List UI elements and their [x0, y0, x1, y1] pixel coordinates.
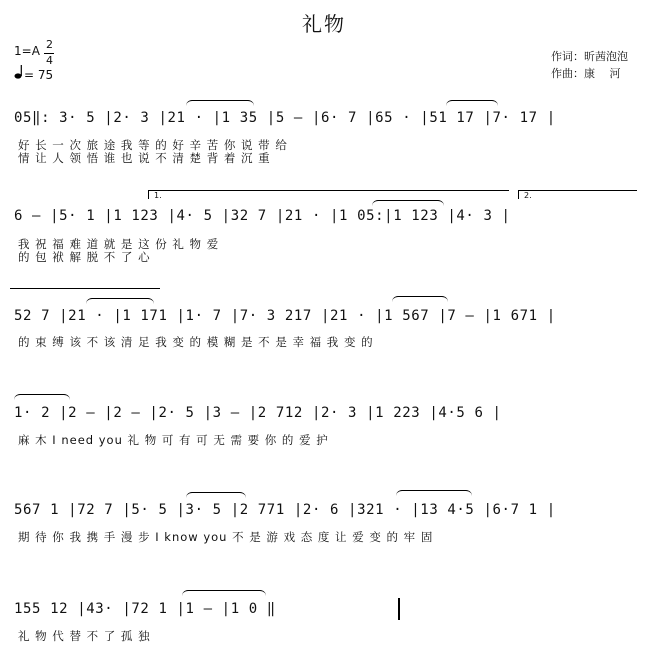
- slur: [186, 492, 246, 499]
- first-ending-bracket-continued: [10, 288, 160, 297]
- slur: [372, 200, 444, 207]
- score-row-3-notes: 52 7 |21 · |1 171 |1· 7 |7· 3 217 |21 · |1 567 |7 — |1 671 |: [14, 308, 556, 324]
- score-row-2-lyrics-verse2: 的 包 袱 解 脱 不 了 心: [18, 250, 151, 264]
- second-ending-label: 2.: [524, 191, 532, 200]
- slur: [392, 296, 448, 303]
- composer-credit: 作曲：康 河: [551, 67, 621, 80]
- score-row-5-lyrics: 期 待 你 我 携 手 漫 步 I know you 不 是 游 戏 态 度 让 爱 变 的 牢 固: [18, 530, 434, 544]
- score-row-2-lyrics-verse1: 我 祝 福 难 道 就 是 这 份 礼 物 爱: [18, 237, 220, 251]
- score-row-2-notes: 6 — |5· 1 |1 123 |4· 5 |32 7 |21 · |1 05:|1 123 |4· 3 |: [14, 208, 511, 224]
- first-ending-bracket: [148, 190, 509, 199]
- slur: [446, 100, 498, 107]
- lyricist-credit: 作词：昕茜泡泡: [551, 50, 628, 63]
- slur: [182, 590, 266, 597]
- key-signature: 1=A: [14, 44, 40, 58]
- score-row-1-lyrics-verse1: 好 长 一 次 旅 途 我 等 的 好 辛 苦 你 说 带 给: [18, 138, 288, 152]
- score-row-1-notes: 05‖: 3· 5 |2· 3 |21 · |1 35 |5 — |6· 7 |65 · |51 17 |7· 17 |: [14, 110, 556, 126]
- tempo-marking: = 75: [24, 68, 54, 82]
- slur: [14, 394, 70, 401]
- final-barline: [398, 598, 400, 620]
- score-row-5-notes: 567 1 |72 7 |5· 5 |3· 5 |2 771 |2· 6 |321 · |13 4·5 |6·7 1 |: [14, 502, 556, 518]
- time-signature-top: 2: [46, 38, 53, 51]
- song-title: 礼物: [302, 12, 346, 36]
- score-row-4-lyrics: 麻 木 I need you 礼 物 可 有 可 无 需 要 你 的 爱 护: [18, 433, 329, 447]
- score-row-1-lyrics-verse2: 情 让 人 领 悟 谁 也 说 不 清 楚 背 着 沉 重: [18, 151, 271, 165]
- score-row-3-lyrics: 的 束 缚 该 不 该 清 足 我 变 的 模 糊 是 不 是 幸 福 我 变 的: [18, 335, 374, 349]
- score-row-6-notes: 155 12 |43· |72 1 |1 — |1 0 ‖: [14, 601, 276, 617]
- time-signature-bottom: 4: [46, 54, 53, 67]
- slur: [396, 490, 472, 497]
- second-ending-bracket: [518, 190, 637, 199]
- score-row-4-notes: 1· 2 |2 — |2 — |2· 5 |3 — |2 712 |2· 3 |1 223 |4·5 6 |: [14, 405, 502, 421]
- first-ending-label: 1.: [154, 191, 162, 200]
- score-row-6-lyrics: 礼 物 代 替 不 了 孤 独: [18, 629, 151, 643]
- slur: [186, 100, 254, 107]
- slur: [86, 298, 154, 305]
- quarter-note-icon: [14, 64, 24, 84]
